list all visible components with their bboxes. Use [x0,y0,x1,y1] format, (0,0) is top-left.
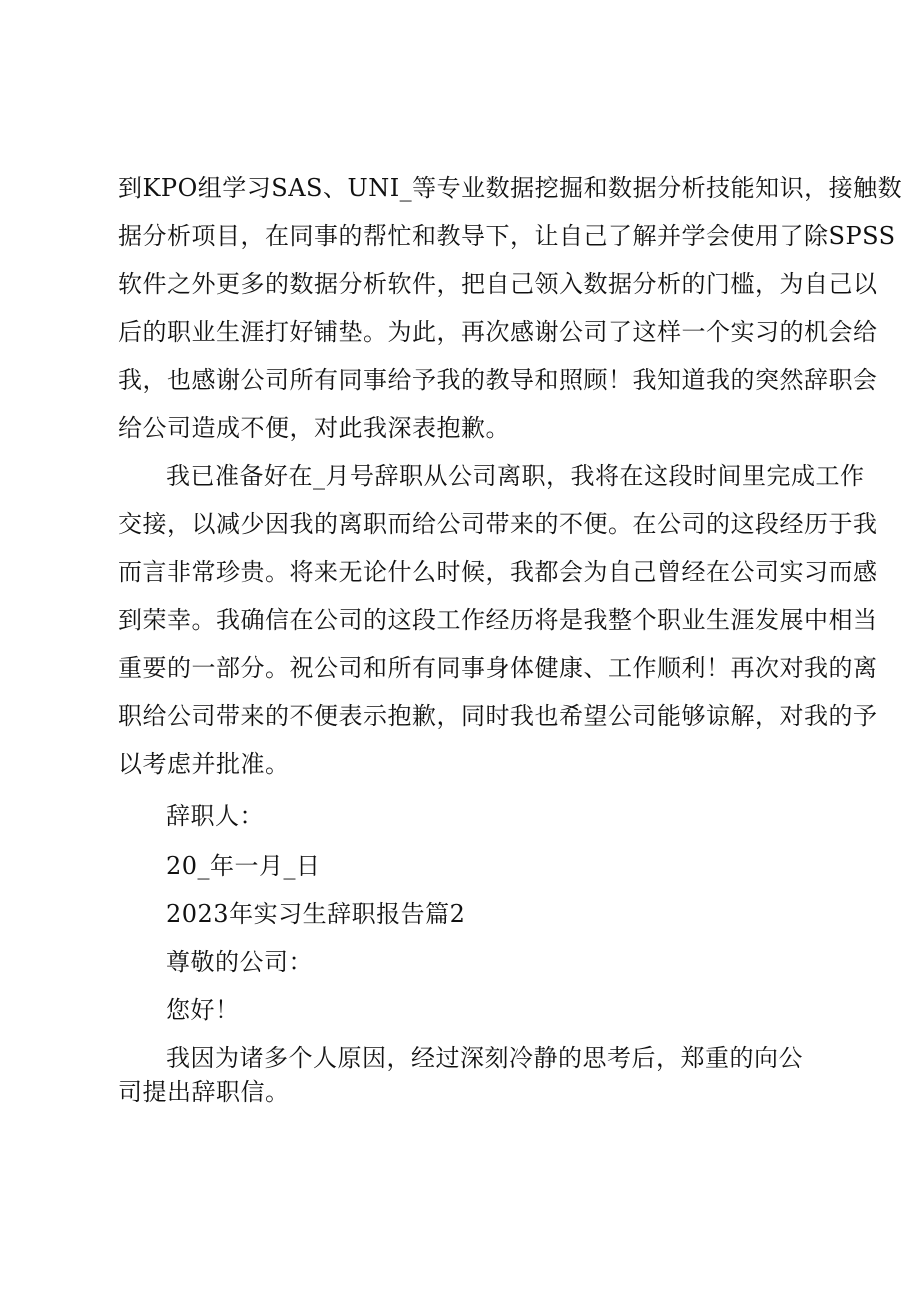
salutation: 尊敬的公司： [166,948,313,976]
section-heading: 2023年实习生辞职报告篇2 [166,900,466,928]
date-line: 20_年一月_日 [166,852,321,880]
paragraph-1-line-3: 软件之外更多的数据分析软件，把自己领入数据分析的门槛，为自己以 [118,270,878,298]
greeting: 您好！ [166,996,240,1024]
paragraph-2-line-7: 以考虑并批准。 [118,750,290,778]
paragraph-1-line-1: 到KPO组学习SAS、UNI_等专业数据挖掘和数据分析技能知识，接触数 [118,174,903,202]
signature-label: 辞职人： [166,802,264,830]
paragraph-1-line-4: 后的职业生涯打好铺垫。为此，再次感谢公司了这样一个实习的机会给 [118,318,878,346]
paragraph-1-line-2: 据分析项目，在同事的帮忙和教导下，让自己了解并学会使用了除SPSS [118,222,896,250]
paragraph-2-line-4: 到荣幸。我确信在公司的这段工作经历将是我整个职业生涯发展中相当 [118,606,878,634]
paragraph-2-line-5: 重要的一部分。祝公司和所有同事身体健康、工作顺利！再次对我的离 [118,654,878,682]
paragraph-1-line-5: 我，也感谢公司所有同事给予我的教导和照顾！我知道我的突然辞职会 [118,366,878,394]
paragraph-2-line-3: 而言非常珍贵。将来无论什么时候，我都会为自己曾经在公司实习而感 [118,558,878,586]
paragraph-1-line-6: 给公司造成不便，对此我深表抱歉。 [118,414,510,442]
paragraph-2-line-2: 交接，以减少因我的离职而给公司带来的不便。在公司的这段经历于我 [118,510,878,538]
paragraph-2-line-1: 我已准备好在_月号辞职从公司离职，我将在这段时间里完成工作 [166,462,865,490]
paragraph-3-line-1: 我因为诸多个人原因，经过深刻冷静的思考后，郑重的向公 [166,1044,803,1072]
paragraph-3-line-2: 司提出辞职信。 [118,1078,290,1106]
paragraph-2-line-6: 职给公司带来的不便表示抱歉，同时我也希望公司能够谅解，对我的予 [118,702,878,730]
